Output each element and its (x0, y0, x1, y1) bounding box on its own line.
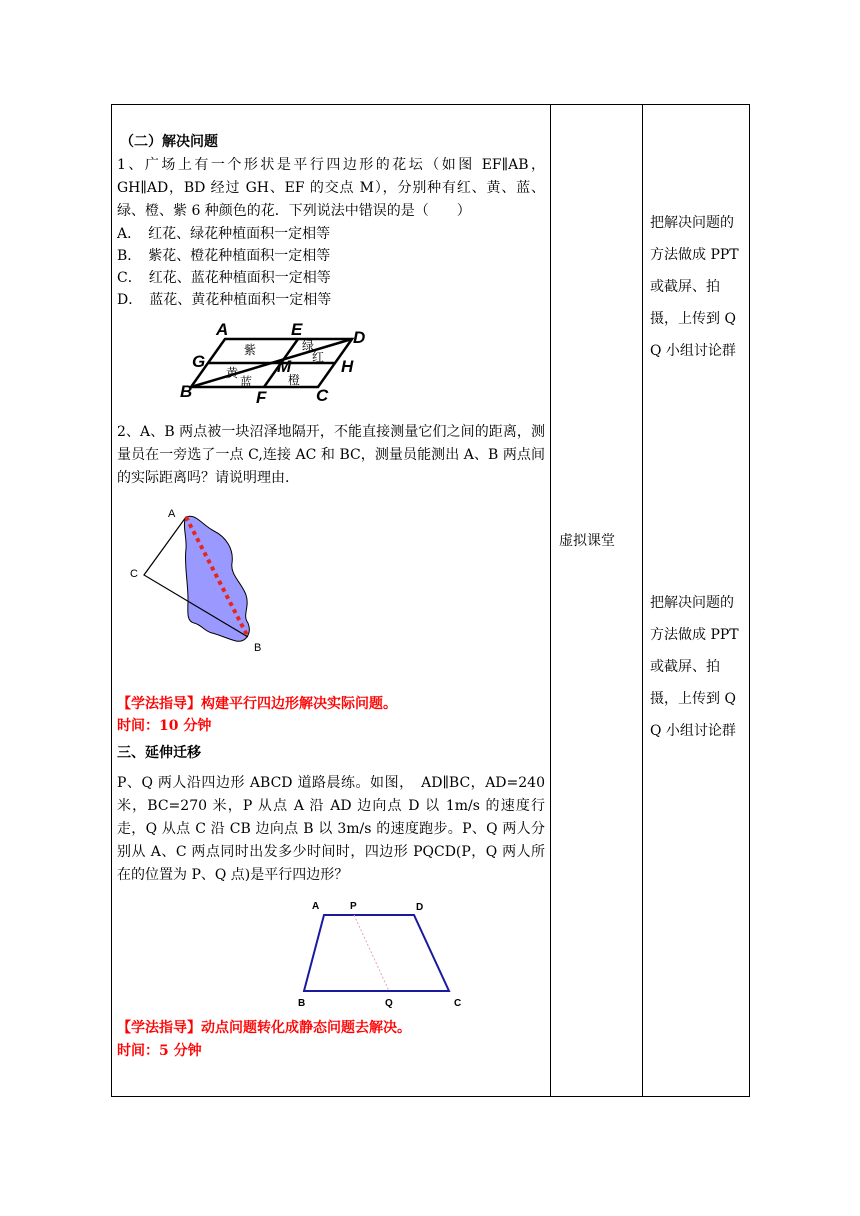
fig3-label-c: C (454, 998, 462, 1009)
section3-heading: 三、延伸迁移 (117, 745, 201, 761)
section2-heading: （二）解决问题 (120, 134, 218, 150)
flowerbed-figure (180, 317, 370, 403)
lesson-table (111, 104, 750, 1097)
question2-stem: 2、A、B 两点被一块沼泽地隔开，不能直接测量它们之间的距离，测量员在一旁选了一点 C,连接 AC 和 BC，测量员能测出 A、B 两点间的实际距离吗？请说明理由. (117, 424, 545, 486)
fig2-label-a: A (168, 508, 176, 520)
fig1-label-f: F (256, 388, 267, 403)
region-yellow: 黄 (226, 366, 239, 380)
guide-2 (117, 1017, 411, 1039)
fig3-label-b: B (298, 998, 306, 1009)
question1-stem: 1、广场上有一个形状是平行四边形的花坛（如图 EF∥AB，GH∥AD，BD 经过 GH、EF 的交点 M），分别种有红、黄、蓝、绿、橙、紫 6 种颜色的花．下列说法中错误的是（ ） (117, 157, 545, 219)
option-b: B． 紫花、橙花种植面积一定相等 (117, 248, 331, 264)
right-note-2: 把解决问题的方法做成 PPT 或截屏、拍摄，上传到 QQ 小组讨论群 (650, 595, 739, 739)
guide-1-label: 【学法指导】 (117, 696, 201, 712)
marsh-figure (122, 503, 282, 653)
main-column (112, 105, 550, 1096)
fig3-label-q: Q (385, 998, 393, 1009)
fig1-label-b: B (180, 382, 193, 401)
region-red: 红 (312, 350, 325, 364)
fig1-label-h: H (341, 357, 354, 376)
fig1-label-m: M (277, 357, 292, 376)
guide-1 (117, 693, 397, 715)
option-d: D． 蓝花、黄花种植面积一定相等 (117, 292, 332, 308)
time-2: 时间：5 分钟 (117, 1043, 202, 1059)
region-blue: 蓝 (240, 375, 253, 389)
region-orange: 橙 (288, 373, 301, 387)
column-divider-1 (550, 105, 551, 1096)
fig1-label-c: C (316, 386, 329, 403)
trapezoid-figure (292, 895, 472, 1011)
fig1-label-d: D (353, 328, 366, 347)
fig3-label-a: A (312, 901, 320, 912)
fig2-label-b: B (254, 642, 262, 653)
region-green: 绿 (302, 339, 315, 353)
section3-stem: P、Q 两人沿四边形 ABCD 道路晨练。如图， AD∥BC，AD=240 米，BC=270 米，P 从点 A 沿 AD 边向点 D 以 1m/s 的速度行走，Q 从点 C 沿 CB 边向点 B 以 3m/s 的速度跑步。P、Q 两人分别从 A、C 两点同时出发多少时间时，四边形 PQCD(P，Q 两人所在的位置为 P、Q 点)是平行四边形？ (117, 775, 545, 883)
virtual-classroom-label: 虚拟课堂 (559, 533, 615, 549)
fig1-label-a: A (216, 320, 229, 339)
fig3-label-p: P (350, 901, 357, 912)
option-c: C． 红花、蓝花种植面积一定相等 (117, 270, 331, 286)
fig3-label-d: D (416, 902, 424, 913)
guide-2-text: 动点问题转化成静态问题去解决。 (201, 1020, 411, 1036)
fig1-label-g: G (192, 352, 206, 371)
time-1: 时间：10 分钟 (117, 718, 212, 734)
option-a: A． 红花、绿花种植面积一定相等 (117, 226, 331, 242)
region-purple: 紫 (244, 343, 257, 357)
guide-1-text: 构建平行四边形解决实际问题。 (201, 696, 397, 712)
fig2-label-c: C (130, 568, 138, 580)
right-note-1: 把解决问题的方法做成 PPT 或截屏、拍摄，上传到 QQ 小组讨论群 (650, 215, 739, 359)
column-divider-2 (642, 105, 643, 1096)
fig1-label-e: E (291, 320, 303, 339)
guide-2-label: 【学法指导】 (117, 1020, 201, 1036)
